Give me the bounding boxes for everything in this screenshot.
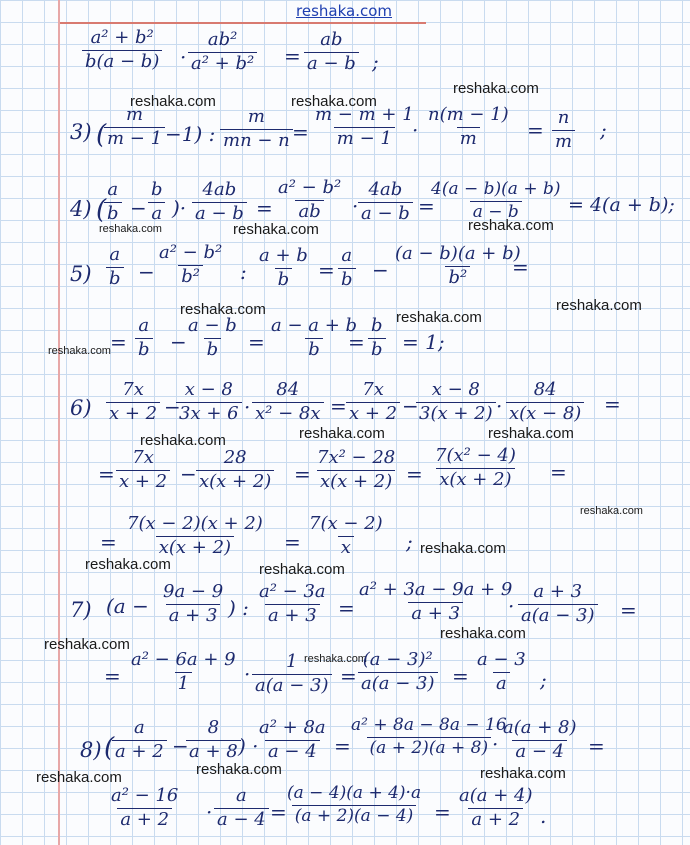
problem-number: 6) [70,396,92,420]
fraction: $\frac{x - 8}{3(x + 2)}$ [416,380,496,424]
fraction: $\frac{a}{a - 4}$ [214,786,269,830]
operator: = [98,462,115,486]
fraction: $\frac{a}{b}$ [135,316,153,360]
watermark: reshaka.com [420,540,506,557]
fraction: $\frac{a(a + 4)}{a + 2}$ [459,785,533,830]
operator: · [180,45,187,69]
fraction: $\frac{\text{ab²}}{\text{a² + b²}}$ [188,30,257,74]
watermark: reshaka.com [304,653,367,665]
fraction: $\frac{\text{a² + 8a}}{a - 4}$ [259,717,326,762]
watermark: reshaka.com [556,297,642,314]
watermark: reshaka.com [396,309,482,326]
operator: = [318,258,335,282]
operator: )· [172,196,187,220]
fraction: $\frac{84}{x(x - 8)}$ [506,380,584,424]
watermark: reshaka.com [468,217,554,234]
fraction: $\frac{n}{m}$ [552,108,575,152]
fraction: $\frac{7x}{x + 2}$ [346,380,400,424]
fraction: $\frac{m - m + 1}{m - 1}$ [315,104,414,149]
operator: = [292,120,309,144]
operator: = [338,596,355,620]
operator: · [244,395,251,419]
operator: ; [406,530,413,554]
operator: · [244,662,251,686]
operator: ) : [228,596,249,620]
watermark: reshaka.com [291,93,377,110]
fraction: $\frac{\text{a² − 6a + 9}}{1}$ [131,649,236,694]
operator: = 1; [402,330,445,354]
operator: − [402,394,419,418]
operator: ( [104,733,115,763]
page-header [0,0,690,24]
fraction: $\frac{m}{mn - n}$ [220,107,293,151]
watermark: reshaka.com [259,561,345,578]
fraction: $\frac{(a - b)(a + b)}{\text{b²}}$ [395,243,521,288]
operator: ; [540,668,547,692]
operator: = [348,330,365,354]
operator: −1) : [165,122,216,146]
operator: = [334,734,351,758]
operator: = [284,530,301,554]
fraction: $\frac{b}{a}$ [148,180,166,224]
fraction: $\frac{\text{a² + 3a − 9a + 9}}{a + 3}$ [359,579,513,624]
fraction: $\frac{ab}{a - b}$ [304,30,359,74]
fraction: $\frac{a - b}{b}$ [188,315,237,360]
operator: = [284,44,301,68]
operator: ) · [238,734,259,758]
fraction: $\frac{a - 3}{a}$ [477,649,526,694]
watermark: reshaka.com [233,221,319,238]
fraction: $\frac{7(x - 2)}{x}$ [309,513,383,558]
fraction: $\frac{4ab}{a - b}$ [358,180,413,224]
fraction: $\frac{\text{7x² − 28}}{x(x + 2)}$ [317,447,396,492]
operator: · [508,594,515,618]
operator: = [100,530,117,554]
fraction: $\frac{84}{\text{x² − 8x}}$ [252,380,324,424]
operator: − [164,395,181,419]
watermark: reshaka.com [85,556,171,573]
operator: = [452,664,469,688]
operator: − [372,258,389,282]
fraction: $\frac{7x}{x + 2}$ [116,448,170,492]
watermark: reshaka.com [488,425,574,442]
operator: = [512,255,529,279]
fraction: $\frac{1}{a(a - 3)}$ [252,652,332,696]
operator: · [496,394,503,418]
fraction: $\frac{4ab}{a - b}$ [192,180,247,224]
fraction: $\frac{9a - 9}{a + 3}$ [163,581,224,626]
fraction: $\frac{7(x - 2)(x + 2)}{x(x + 2)}$ [127,513,263,558]
operator: − [138,260,155,284]
operator: = [294,462,311,486]
operator: − [170,330,187,354]
header-rule [60,22,426,24]
watermark: reshaka.com [99,223,162,235]
operator: = [248,330,265,354]
problem-number: 8) [80,738,102,762]
watermark: reshaka.com [130,93,216,110]
problem-number: 3) [70,120,92,144]
operator: = [434,800,451,824]
watermark: reshaka.com [44,636,130,653]
problem-number: 7) [70,598,92,622]
watermark: reshaka.com [140,432,226,449]
operator: = [330,394,347,418]
problem-number: 5) [70,262,92,286]
operator: = [104,664,121,688]
fraction: $\frac{a}{b}$ [104,180,122,224]
fraction: $\frac{7x}{x + 2}$ [106,380,160,424]
fraction: $\frac{m}{m - 1}$ [104,105,165,149]
watermark: reshaka.com [36,769,122,786]
fraction: $\frac{28}{x(x + 2)}$ [196,448,274,492]
watermark: reshaka.com [180,301,266,318]
fraction: $\frac{a + b}{b}$ [259,245,308,290]
fraction: $\frac{\text{a² − 16}}{a + 2}$ [111,785,179,830]
watermark: reshaka.com [440,625,526,642]
operator: − [172,734,189,758]
fraction: $\frac{x - 8}{3x + 6}$ [176,380,242,424]
fraction: $\frac{a}{a + 2}$ [112,718,167,762]
operator: = 4(a + b); [568,194,675,216]
watermark: reshaka.com [480,765,566,782]
operator: (a − [106,594,149,618]
operator: = [110,330,127,354]
site-link[interactable]: reshaka.com [296,2,392,20]
fraction: $\frac{4(a - b)(a + b)}{a - b}$ [431,179,561,222]
operator: · [352,194,359,218]
operator: = [340,664,357,688]
problem-number: 4) [70,197,92,221]
operator: ; [600,118,607,142]
fraction: $\frac{b}{b}$ [368,316,386,360]
fraction: $\frac{a - a + b}{b}$ [271,315,358,360]
operator: ( [96,195,107,225]
operator: = [418,194,435,218]
watermark: reshaka.com [580,505,643,517]
operator: = [270,800,287,824]
fraction: $\frac{a + 3}{a(a - 3)}$ [518,582,598,626]
fraction: $\frac{8}{a + 8}$ [186,718,241,762]
operator: − [180,462,197,486]
operator: · [492,732,499,756]
operator: : [240,260,247,284]
operator: · [206,800,213,824]
margin-line [58,0,60,845]
fraction: $\frac{a}{b}$ [106,245,124,289]
operator: = [588,734,605,758]
fraction: $\frac{a(a + 8)}{a - 4}$ [503,717,577,762]
watermark: reshaka.com [453,80,539,97]
fraction: $\frac{\text{a² + 8a − 8a − 16}}{(a + 2)(a + 8)}$ [351,715,507,758]
operator: . [540,804,547,828]
fraction: $\frac{\text{(a − 3)²}}{a(a - 3)}$ [358,650,438,694]
operator: · [412,118,419,142]
operator: ( [96,120,107,150]
fraction: $\frac{\text{a² − b²}}{ab}$ [278,177,342,222]
operator: = [527,118,544,142]
operator: = [256,196,273,220]
watermark: reshaka.com [299,425,385,442]
fraction: $\frac{a}{b}$ [338,246,356,290]
fraction: $\frac{\text{a² − b²}}{\text{b²}}$ [159,242,223,287]
fraction: $\frac{(a - 4)(a + 4)\cdot a}{(a + 2)(a - 4)}$ [287,783,422,826]
watermark: reshaka.com [48,345,111,357]
fraction: $\frac{\text{a² + b²}}{b(a - b)}$ [82,28,162,72]
operator: = [550,460,567,484]
operator: − [130,196,147,220]
operator: ; [372,50,379,74]
watermark: reshaka.com [196,761,282,778]
fraction: $\frac{\text{a² − 3a}}{a + 3}$ [259,581,326,626]
fraction: $\frac{n(m - 1)}{m}$ [428,104,509,149]
operator: = [604,392,621,416]
operator: = [406,462,423,486]
fraction: $\frac{\text{7(x² − 4)}}{x(x + 2)}$ [435,445,516,490]
operator: = [620,598,637,622]
